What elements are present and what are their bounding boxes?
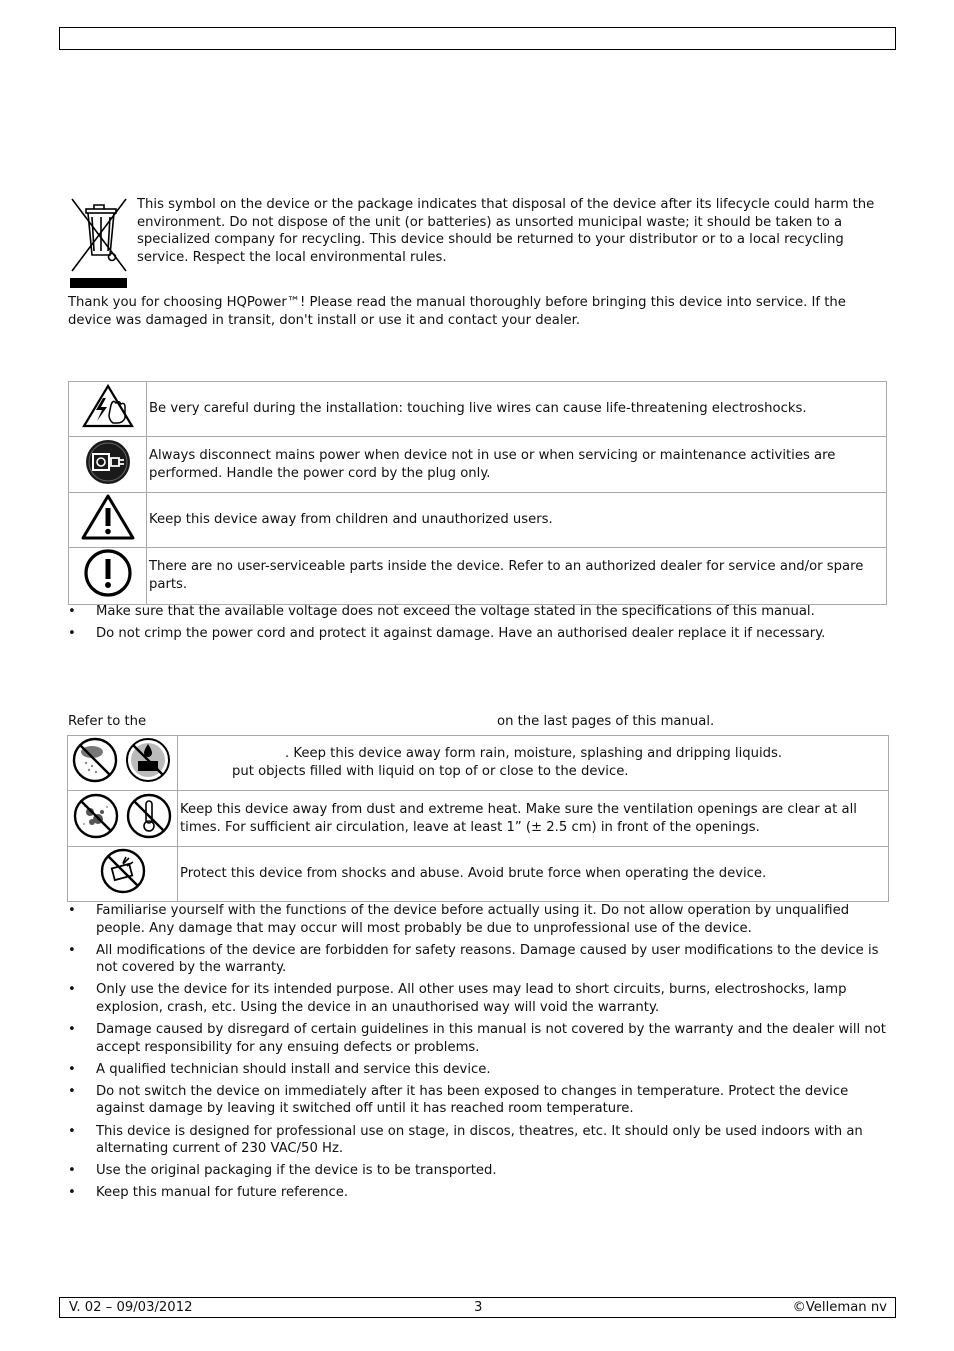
guideline-row <box>68 791 889 847</box>
guideline-row-text-line2: put objects filled with liquid on top of or close to the device. <box>232 764 629 779</box>
safety-row-text: Be very careful during the installation: touching live wires can cause life-threatening electroshocks. <box>147 382 887 437</box>
list-item: • Damage caused by disregard of certain guidelines in this manual is not covered by the warranty and the dealer will not accept responsibility for any ensuing defects or problems. <box>68 1021 888 1056</box>
list-item: • A qualified technician should install and service this device. <box>68 1061 888 1079</box>
exclamation-circle-icon <box>69 548 147 605</box>
footer-version: V. 02 – 09/03/2012 <box>69 1300 193 1315</box>
list-item: • Only use the device for its intended purpose. All other uses may lead to short circuits, burns, electroshocks, lamp explosion, crash, etc. Using the device in an unauthorised way will void the warranty. <box>68 981 888 1016</box>
page-header-box <box>59 27 896 50</box>
refer-text-end: on the last pages of this manual. <box>497 714 715 729</box>
safety-row-text: There are no user-serviceable parts inside the device. Refer to an authorized dealer for service and/or spare parts. <box>147 548 887 605</box>
list-item: • Familiarise yourself with the functions of the device before actually using it. Do not allow operation by unqualified people. Any damage that may occur will most probably be due to unprofessional use of the device. <box>68 902 888 937</box>
unplug-power-icon <box>69 437 147 493</box>
no-liquid-icon <box>125 772 173 787</box>
no-rain-icon <box>72 772 124 787</box>
no-heat-icon <box>125 829 173 844</box>
guideline-row <box>68 736 889 791</box>
list-item: • Make sure that the available voltage does not exceed the voltage stated in the specifications of this manual. <box>68 603 888 621</box>
no-dust-icon <box>72 829 124 844</box>
intro-paragraph: Thank you for choosing HQPower™! Please read the manual thoroughly before bringing this device into service. If the device was damaged in transit, don't install or use it and contact your dealer. <box>68 295 846 328</box>
safety-row <box>69 437 887 493</box>
no-shock-icon <box>99 883 147 898</box>
footer-copyright: ©Velleman nv <box>792 1300 887 1315</box>
list-item: • This device is designed for professional use on stage, in discos, theatres, etc. It should only be used indoors with an alternating current of 230 VAC/50 Hz. <box>68 1123 888 1158</box>
safety-instructions-table <box>68 381 887 605</box>
guideline-row <box>68 847 889 902</box>
guideline-row-text-line1: . Keep this device away form rain, moisture, splashing and dripping liquids. <box>285 746 783 762</box>
weee-notice-text: This symbol on the device or the package indicates that disposal of the device after its lifecycle could harm the environment. Do not dispose of the unit (or batteries) as unsorted municipal waste; it should be taken to a specialized company for recycling. This device should be returned to your distributor or to a local recycling service. Respect the local environmental rules. <box>137 197 875 265</box>
list-item: • Do not switch the device on immediately after it has been exposed to changes in temperature. Protect the device against damage by leaving it switched off until it has reached room temperature. <box>68 1083 888 1118</box>
list-item: • Do not crimp the power cord and protect it against damage. Have an authorised dealer replace it if necessary. <box>68 625 888 643</box>
electric-shock-warning-icon <box>69 382 147 437</box>
safety-row-text: Always disconnect mains power when device not in use or when servicing or maintenance activities are performed. Handle the power cord by the plug only. <box>147 437 887 493</box>
list-item: • All modifications of the device are forbidden for safety reasons. Damage caused by user modifications to the device is not covered by the warranty. <box>68 942 888 977</box>
weee-bin-icon <box>68 195 130 289</box>
safety-row <box>69 548 887 605</box>
guideline-row-text: Keep this device away from dust and extreme heat. Make sure the ventilation openings are clear at all times. For sufficient air circulation, leave at least 1” (± 2.5 cm) in front of the openings. <box>178 791 889 847</box>
safety-row-text: Keep this device away from children and unauthorized users. <box>147 493 887 548</box>
guidelines-bullet-list <box>68 902 888 1206</box>
general-guidelines-table <box>67 735 889 902</box>
list-item: • Use the original packaging if the device is to be transported. <box>68 1162 888 1180</box>
footer-page-number: 3 <box>474 1300 483 1315</box>
page-footer <box>59 1297 896 1318</box>
safety-row <box>69 493 887 548</box>
guideline-row-text: Protect this device from shocks and abuse. Avoid brute force when operating the device. <box>178 847 889 902</box>
warning-triangle-icon <box>69 493 147 548</box>
safety-bullet-list <box>68 603 888 647</box>
list-item: • Keep this manual for future reference. <box>68 1184 888 1202</box>
refer-text-start: Refer to the <box>68 714 147 729</box>
safety-row <box>69 382 887 437</box>
